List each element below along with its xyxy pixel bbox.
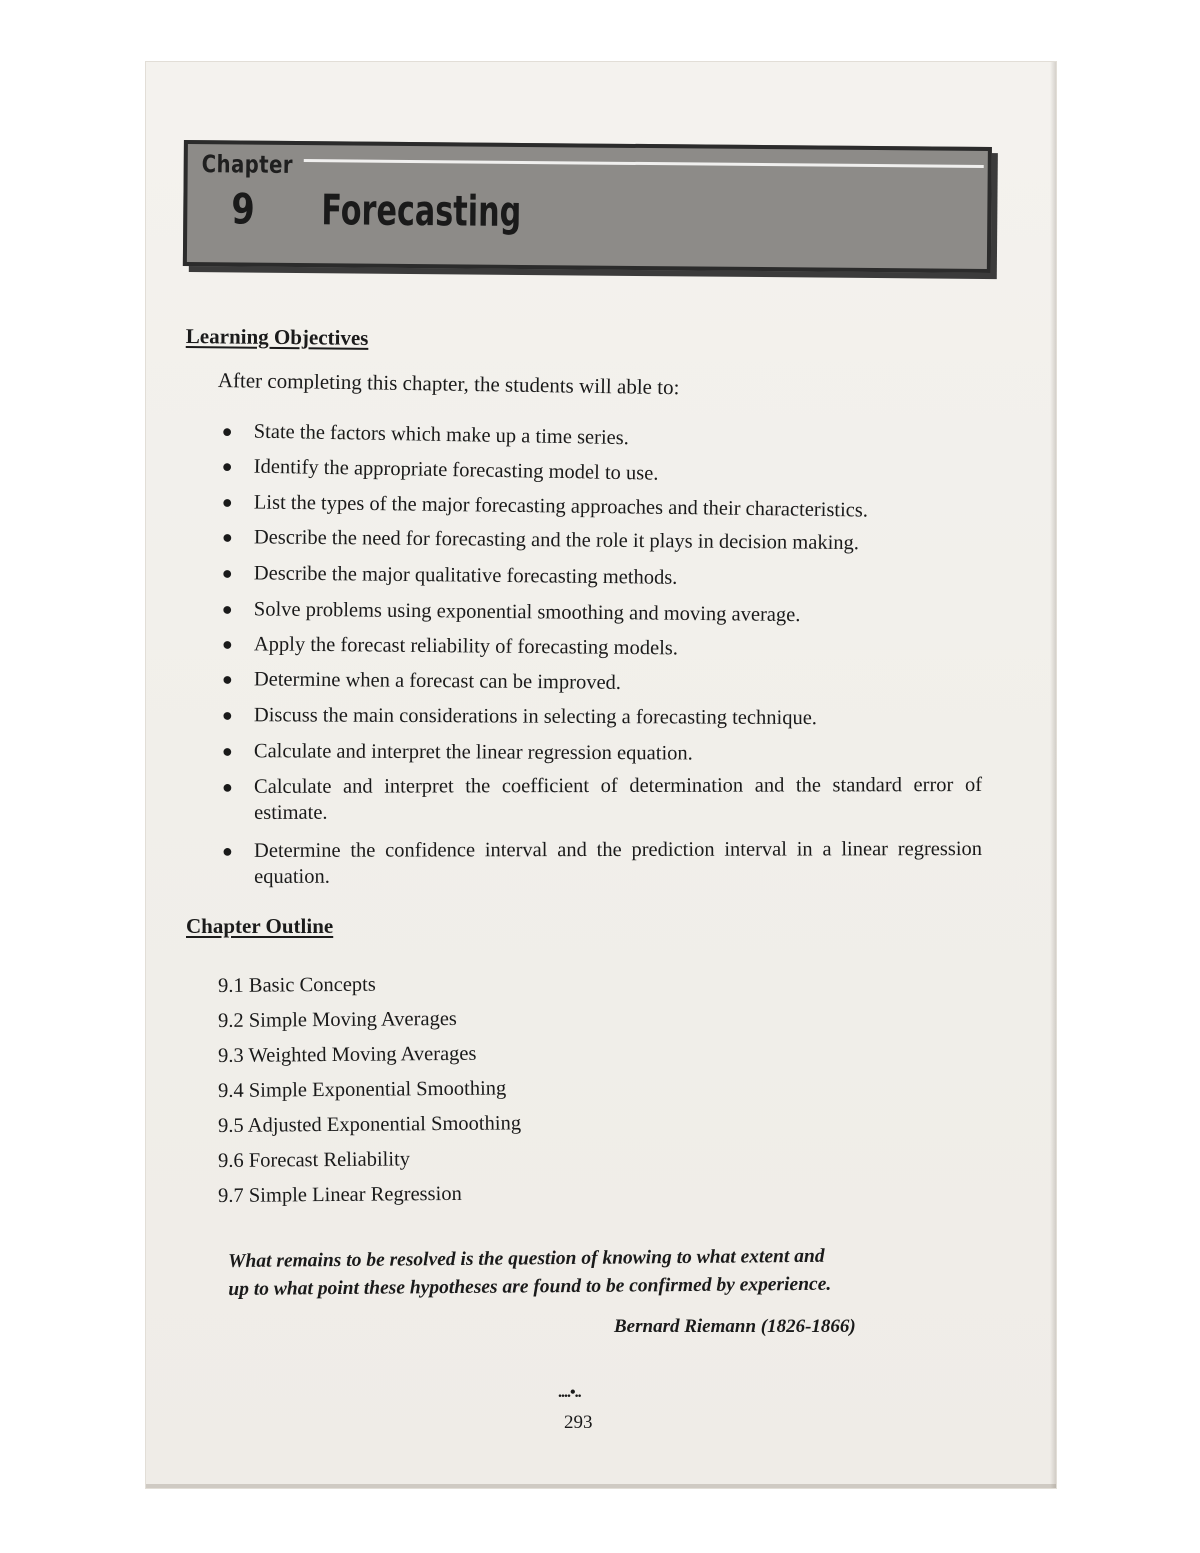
objective-text: Describe the major qualitative forecasting methods. bbox=[253, 562, 678, 589]
objective-text: State the factors which make up a time series. bbox=[253, 420, 630, 450]
outline-item: 9.7 Simple Linear Regression bbox=[218, 1182, 462, 1207]
bullet-icon: ● bbox=[221, 634, 233, 655]
bullet-icon: ● bbox=[221, 705, 233, 726]
outline-item: 9.3 Weighted Moving Averages bbox=[218, 1042, 477, 1067]
list-item bbox=[218, 738, 988, 768]
bullet-icon: ● bbox=[221, 669, 233, 690]
chapter-number: 9 bbox=[231, 184, 255, 234]
objective-text: Solve problems using exponential smoothing and moving average. bbox=[253, 598, 801, 627]
outline-item: 9.4 Simple Exponential Smoothing bbox=[218, 1077, 507, 1102]
chapter-banner-box bbox=[183, 140, 992, 273]
chapter-title: Forecasting bbox=[321, 185, 522, 236]
bullet-icon: ● bbox=[221, 527, 233, 548]
quote-author: Bernard Riemann (1826-1866) bbox=[614, 1316, 856, 1337]
list-item bbox=[218, 453, 988, 492]
page-edge bbox=[1050, 62, 1056, 1488]
section-ornament: ....•.. bbox=[558, 1384, 581, 1401]
objective-text: Determine the confidence interval and the prediction interval in a linear regression equation. bbox=[254, 837, 983, 888]
bullet-icon: ● bbox=[221, 456, 233, 477]
outline-item: 9.2 Simple Moving Averages bbox=[218, 1007, 457, 1032]
bullet-icon: ● bbox=[221, 421, 233, 442]
list-item bbox=[218, 560, 988, 594]
objective-text: Identify the appropriate forecasting model to use. bbox=[253, 455, 659, 485]
objective-text: Determine when a forecast can be improved. bbox=[253, 668, 622, 694]
page-edge-bottom bbox=[146, 1484, 1056, 1488]
objective-text: Apply the forecast reliability of forecasting models. bbox=[253, 633, 679, 660]
list-item bbox=[218, 418, 988, 457]
epigraph-quote bbox=[228, 1242, 948, 1304]
list-item bbox=[218, 596, 988, 630]
banner-rule bbox=[304, 159, 984, 168]
objective-text: Discuss the main considerations in selecting a forecasting technique. bbox=[253, 704, 818, 730]
bullet-icon: ● bbox=[221, 492, 233, 513]
chapter-banner bbox=[183, 134, 990, 279]
chapter-outline-heading: Chapter Outline bbox=[186, 914, 334, 938]
quote-line: What remains to be resolved is the question of knowing to what extent and bbox=[228, 1245, 825, 1272]
outline-item: 9.1 Basic Concepts bbox=[218, 973, 376, 997]
bullet-icon: ● bbox=[221, 599, 233, 620]
learning-objectives-heading: Learning Objectives bbox=[185, 324, 369, 350]
bullet-icon: ● bbox=[222, 840, 233, 861]
bullet-icon: ● bbox=[222, 776, 233, 797]
list-item bbox=[218, 524, 988, 557]
book-page bbox=[146, 62, 1056, 1488]
list-item bbox=[218, 489, 988, 525]
objective-text: List the types of the major forecasting approaches and their characteristics. bbox=[253, 491, 869, 522]
bullet-icon: ● bbox=[221, 563, 233, 584]
quote-line: up to what point these hypotheses are found to be confirmed by experience. bbox=[228, 1273, 832, 1300]
list-item bbox=[218, 666, 988, 699]
chapter-label: Chapter bbox=[201, 150, 294, 179]
outline-item: 9.6 Forecast Reliability bbox=[218, 1148, 411, 1172]
objective-text: Calculate and interpret the coefficient of determination and the standard error of estimate. bbox=[254, 773, 983, 824]
list-item bbox=[218, 631, 988, 664]
objectives-intro: After completing this chapter, the students will able to: bbox=[217, 368, 680, 400]
page-number: 293 bbox=[564, 1412, 593, 1433]
objective-text: Calculate and interpret the linear regression equation. bbox=[253, 740, 693, 765]
objective-text: Describe the need for forecasting and the role it plays in decision making. bbox=[253, 526, 860, 555]
bullet-icon: ● bbox=[221, 741, 233, 762]
list-item bbox=[218, 772, 988, 826]
outline-item: 9.5 Adjusted Exponential Smoothing bbox=[218, 1112, 522, 1137]
list-item bbox=[218, 702, 988, 732]
list-item bbox=[218, 836, 988, 890]
